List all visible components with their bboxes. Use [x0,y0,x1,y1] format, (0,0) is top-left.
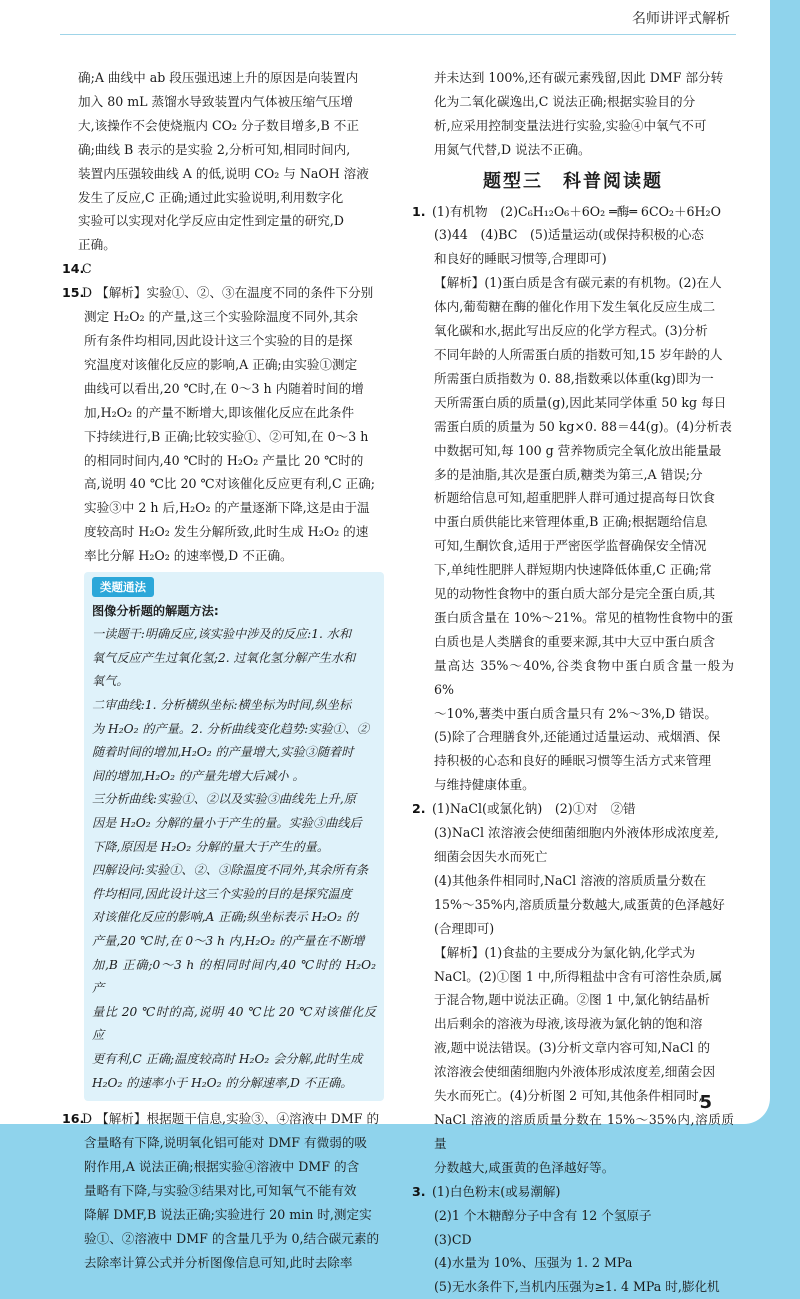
text-line: 量略有下降,与实验③结果对比,可知氧气不能有效 [84,1182,357,1198]
text-line: (1)白色粉末(或易潮解) [432,1183,561,1199]
text-line: 实验可以实现对化学反应由定性到定量的研究,D [78,213,344,229]
text-line: 大,该操作不会使烧瓶内 CO₂ 分子数目增多,B 不正 [78,117,359,133]
text-line: 并未达到 100%,还有碳元素残留,因此 DMF 部分转 [434,70,724,85]
text-line: 量高达 35%～40%,谷类食物中蛋白质含量一般为 6% [434,657,734,697]
q16-continuation [412,66,734,162]
text-line: (合理即可) [434,920,495,936]
text-line: 发生了反应,C 正确;通过此实验说明,利用数字化 [78,189,344,205]
question-2 [412,797,734,1180]
tip-line: H₂O₂ 的速率小于 H₂O₂ 的分解速率,D 不正确。 [92,1075,353,1090]
text-line: (3)NaCl 浓溶液会使细菌细胞内外液体形成浓度差, [434,825,719,841]
text-line: (1)有机物 (2)C₆H₁₂O₆＋6O₂ ═酶═ 6CO₂＋6H₂O [432,203,721,219]
text-line: 可知,生酮饮食,适用于严密医学监督确保安全情况 [434,538,707,554]
text-line: 下,单纯性肥胖人群短期内快速降低体重,C 正确;常 [434,562,712,578]
tip-line: 产量,20 ℃时,在 0～3 h 内,H₂O₂ 的产量在不断增 [92,933,365,948]
text-line: 测定 H₂O₂ 的产量,这三个实验除温度不同外,其余 [84,309,359,325]
text-line: 去除率计算公式并分析图像信息可知,此时去除率 [84,1254,353,1270]
question-16 [62,1107,384,1274]
tip-line: 为 H₂O₂ 的产量。2. 分析曲线变化趋势:实验①、② [92,721,370,736]
question-number: 15. [62,285,85,301]
text-line: 白质也是人类膳食的重要来源,其中大豆中蛋白质含 [434,633,716,649]
text-line: 和良好的睡眠习惯等,合理即可) [434,251,607,267]
text-line: 体内,葡萄糖在酶的催化作用下发生氧化反应生成二 [434,299,716,315]
text-line: (4)其他条件相同时,NaCl 溶液的溶质质量分数在 [434,872,707,888]
question-number: 2. [412,801,426,817]
header-divider [60,34,736,35]
text-line: 出后剩余的溶液为母液,该母液为氯化钠的饱和溶 [434,1016,703,1032]
tip-line: 因是 H₂O₂ 分解的量小于产生的量。实验③曲线后 [92,815,362,830]
text-line: 不同年龄的人所需蛋白质的指数可知,15 岁年龄的人 [434,346,723,362]
text-line: 析题给信息可知,超重肥胖人群可通过提高每日饮食 [434,490,716,506]
text-line: (5)除了合理膳食外,还能通过适量运动、戒烟酒、保 [434,729,721,745]
text-line: 见的动物性食物中的蛋白质大部分是完全蛋白质,其 [434,586,716,602]
tip-line: 对该催化反应的影响,A 正确;纵坐标表示 H₂O₂ 的 [92,910,358,925]
text-line: 实验③中 2 h 后,H₂O₂ 的产量逐渐下降,这是由于温 [84,500,370,516]
text-line: 浓溶液会使细菌细胞内外液体形成浓度差,细菌会因 [434,1064,716,1080]
tip-line: 更有利,C 正确;温度较高时 H₂O₂ 会分解,此时生成 [92,1051,363,1066]
left-column [62,66,384,1274]
text-line: 化为二氧化碳逸出,C 说法正确;根据实验目的分 [434,93,696,109]
answer-text: C [82,261,92,277]
tip-heading: 图像分析题的解题方法: [92,603,219,618]
tip-line: 一读题干:明确反应,该实验中涉及的反应:1. 水和 [92,627,352,642]
text-line: NaCl。(2)①图 1 中,所得粗盐中含有可溶性杂质,属 [434,968,723,984]
text-line: 天所需蛋白质的质量(g),因此某同学体重 50 kg 每日 [434,394,727,410]
right-column [412,66,734,1299]
text-line: 【解析】(1)食盐的主要成分为氯化钠,化学式为 [434,944,696,960]
text-line: NaCl 溶液的溶质质量分数在 15%～35%内,溶质质量 [434,1111,734,1151]
text-line: 含量略有下降,说明氧化铝可能对 DMF 有微弱的吸 [84,1135,368,1150]
tip-line: 随着时间的增加,H₂O₂ 的产量增大,实验③随着时 [92,745,354,760]
text-line: 高,说明 40 ℃比 20 ℃对该催化反应更有利,C 正确; [84,476,376,492]
tip-line: 氧气反应产生过氧化氢;2. 过氧化氢分解产生水和 [92,650,356,665]
text-line: 失水而死亡。(4)分析图 2 可知,其他条件相同时, [434,1088,703,1104]
text-line: 加,H₂O₂ 的产量不断增大,即该催化反应在此条件 [84,404,355,420]
text-line: 持积极的心态和良好的睡眠习惯等生活方式来管理 [434,753,712,769]
question-number: 16. [62,1111,85,1127]
tip-line: 间的增加,H₂O₂ 的产量先增大后减小 。 [92,768,305,783]
text-line: 装置内压强较曲线 A 的低,说明 CO₂ 与 NaOH 溶液 [78,165,369,181]
text-line: 中数据可知,每 100 g 营养物质完全氧化放出能量最 [434,442,722,458]
question-14 [62,257,384,281]
question-number: 14. [62,261,85,277]
text-line: 的相同时间内,40 ℃时的 H₂O₂ 产量比 20 ℃时的 [84,452,364,468]
text-line: 用氮气代替,D 说法不正确。 [434,141,591,157]
text-line: ～10%,薯类中蛋白质含量只有 2%～3%,D 错误。 [434,705,717,721]
text-line: (2)1 个木糖醇分子中含有 12 个氢原子 [434,1207,652,1223]
text-line: (3)44 (4)BC (5)适量运动(或保持积极的心态 [434,227,704,243]
text-line: 确;曲线 B 表示的是实验 2,分析可知,相同时间内, [78,141,351,157]
text-line: (1)NaCl(或氯化钠) (2)①对 ②错 [432,801,636,817]
question-number: 3. [412,1183,426,1199]
text-line: 氧化碳和水,据此写出反应的化学方程式。(3)分析 [434,323,708,339]
tip-line: 量比 20 ℃时的高,说明 40 ℃比 20 ℃对该催化反应 [92,1004,376,1043]
text-line: 与维持健康体重。 [434,777,535,793]
text-line: 【解析】(1)蛋白质是含有碳元素的有机物。(2)在人 [434,275,722,291]
text-line: 究温度对该催化反应的影响,A 正确;由实验①测定 [84,356,358,372]
text-line: (4)水量为 10%、压强为 1. 2 MPa [434,1255,633,1271]
text-line: 度较高时 H₂O₂ 发生分解所致,此时生成 H₂O₂ 的速 [84,524,369,540]
text-line: 曲线可以看出,20 ℃时,在 0～3 h 内随着时间的增 [84,380,364,396]
page-header [0,0,770,38]
q13-continuation [62,66,384,257]
text-line: (5)无水条件下,当机内压强为≥1. 4 MPa 时,膨化机 [434,1279,720,1295]
question-1 [412,200,734,798]
text-line: 确;A 曲线中 ab 段压强迅速上升的原因是向装置内 [78,70,359,85]
text-line: D 【解析】根据题干信息,实验③、④溶液中 DMF 的 [82,1111,380,1127]
text-line: 率比分解 H₂O₂ 的速率慢,D 不正确。 [84,548,293,564]
text-line: 所需蛋白质指数为 0. 88,指数乘以体重(kg)即为一 [434,370,714,386]
text-line: 液,题中说法错误。(3)分析文章内容可知,NaCl 的 [434,1040,711,1056]
text-line: 析,应采用控制变量法进行实验,实验④中氧气不可 [434,117,707,133]
tip-label: 类题通法 [92,577,154,597]
text-line: (3)CD [434,1231,472,1247]
page-number: 5 [699,1092,712,1113]
text-line: 附作用,A 说法正确;根据实验④溶液中 DMF 的含 [84,1158,360,1174]
text-line: 下持续进行,B 正确;比较实验①、②可知,在 0～3 h [84,428,369,444]
text-line: 分数越大,咸蛋黄的色泽越好等。 [434,1159,615,1175]
tip-line: 下降,原因是 H₂O₂ 分解的量大于产生的量。 [92,839,330,854]
tip-line: 三分析曲线:实验①、②以及实验③曲线先上升,原 [92,792,356,807]
tip-line: 件均相同,因此设计这三个实验的目的是探究温度 [92,886,352,901]
question-number: 1. [412,203,426,219]
method-tip-box [84,572,384,1101]
text-line: 15%～35%内,溶质质量分数越大,咸蛋黄的色泽越好 [434,896,725,912]
text-line: 验①、②溶液中 DMF 的含量几乎为 0,结合碳元素的 [84,1230,380,1246]
text-line: 细菌会因失水而死亡 [434,849,548,864]
section-title: 题型三 科普阅读题 [483,170,663,192]
header-title: 名师讲评式解析 [632,11,730,27]
text-line: 降解 DMF,B 说法正确;实验进行 20 min 时,测定实 [84,1206,372,1222]
text-line: 蛋白质含量在 10%～21%。常见的植物性食物中的蛋 [434,609,734,625]
text-line: 所有条件均相同,因此设计这三个实验的目的是探 [84,332,353,348]
tip-line: 加,B 正确;0～3 h 的相同时间内,40 ℃时的 H₂O₂ 产 [92,957,376,996]
text-line: 需蛋白质的质量为 50 kg×0. 88＝44(g)。(4)分析表 [434,418,732,434]
text-line: D 【解析】实验①、②、③在温度不同的条件下分别 [82,285,374,301]
text-line: 正确。 [78,237,116,253]
tip-line: 四解设问:实验①、②、③除温度不同外,其余所有条 [92,863,369,878]
text-line: 于混合物,题中说法正确。②图 1 中,氯化钠结晶析 [434,992,710,1008]
question-3 [412,1180,734,1299]
tip-line: 二审曲线:1. 分析横纵坐标:横坐标为时间,纵坐标 [92,698,352,712]
tip-line: 氧气。 [92,674,129,689]
question-15 [62,281,384,1101]
text-line: 中蛋白质供能比来管理体重,B 正确;根据题给信息 [434,514,708,530]
text-line: 多的是油脂,其次是蛋白质,糖类为第三,A 错误;分 [434,466,703,482]
text-line: 加入 80 mL 蒸馏水导致装置内气体被压缩气压增 [78,93,354,109]
